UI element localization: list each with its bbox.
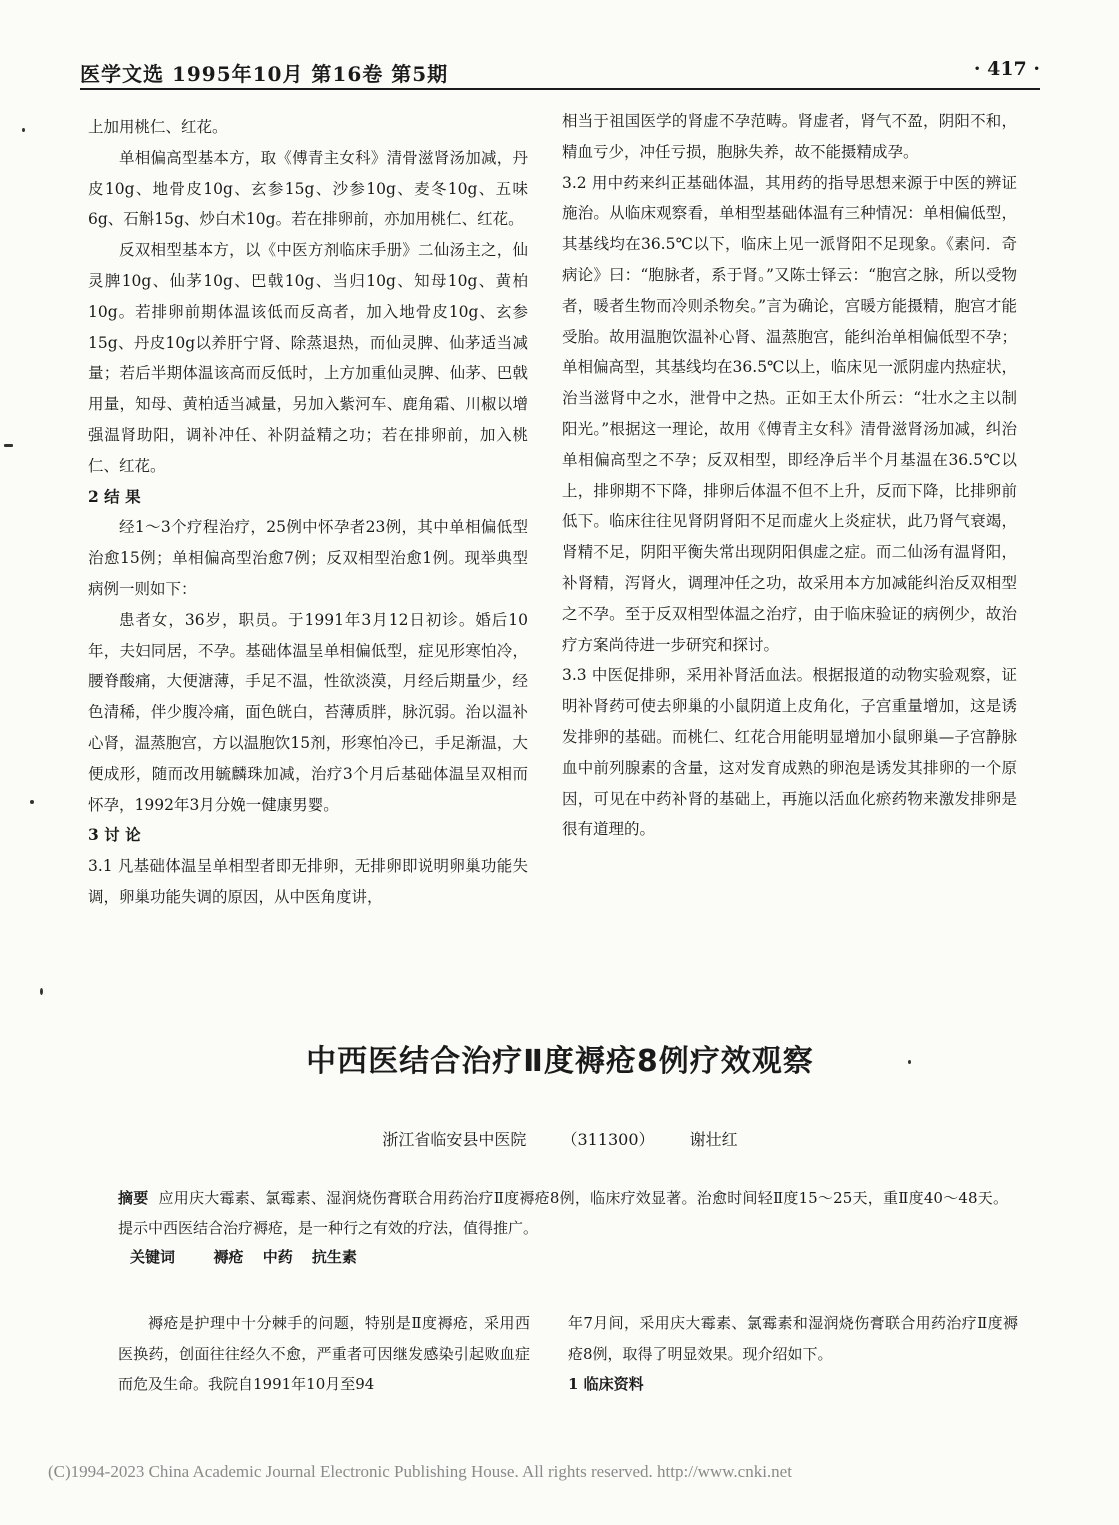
keywords-list: 褥疮 中药 抗生素 — [213, 1248, 357, 1266]
header-rule — [80, 88, 1040, 90]
scan-speck — [40, 988, 43, 995]
article1-left-column — [88, 112, 528, 913]
paragraph: 相当于祖国医学的肾虚不孕范畴。肾虚者，肾气不盈，阴阳不和，精血亏少，冲任亏损，胞脉失养，故不能摄精成孕。 — [562, 112, 1017, 161]
article1-right-column — [562, 106, 1017, 845]
article2-abstract — [118, 1183, 1008, 1243]
paragraph: 3.1 凡基础体温呈单相型者即无排卵，无排卵即说明卵巢功能失调，卵巢功能失调的原因，从中医角度讲， — [88, 857, 528, 906]
section-heading: 2 结 果 — [88, 486, 141, 506]
scan-speck — [4, 444, 13, 447]
scan-speck — [22, 128, 25, 132]
section-heading: 3 讨 论 — [88, 825, 141, 845]
article2-title: 中西医结合治疗Ⅱ度褥疮8例疗效观察 — [306, 1044, 814, 1079]
scan-speck — [30, 800, 34, 804]
abstract-text: 应用庆大霉素、氯霉素、湿润烧伤膏联合用药治疗Ⅱ度褥疮8例，临床疗效显著。治愈时间轻Ⅱ度15～25天，重Ⅱ度40～48天。提示中西医结合治疗褥疮，是一种行之有效的疗法，值得推广。 — [118, 1189, 1008, 1237]
article2-section-heading: 1 临床资料 — [568, 1375, 644, 1393]
keywords-label: 关键词 — [130, 1248, 176, 1266]
paragraph: 3.3 中医促排卵，采用补肾活血法。根据报道的动物实验观察，证明补肾药可使去卵巢的小鼠阴道上皮角化，子宫重量增加，这是诱发排卵的基础。而桃仁、红花合用能明显增加小鼠卵巢—子宫静脉血中前列腺素的含量，这对发育成熟的卵泡是诱发其排卵的一个原因，可见在中药补肾的基础上，再施以活血化瘀药物来激发排卵是很有道理的。 — [562, 666, 1017, 839]
paragraph: 3.2 用中药来纠正基础体温，其用药的指导思想来源于中医的辨证施治。从临床观察看，单相型基础体温有三种情况：单相偏低型，其基线均在36.5℃以下，临床上见一派肾阳不足现象。《素问．奇病论》曰：“胞脉者，系于肾。”又陈士铎云：“胞宫之脉，所以受物者，暖者生物而冷则杀物矣。”言为确论，宫暖方能摄精，胞宫才能受胎。故用温胞饮温补心肾、温蒸胞宫，能纠治单相偏低型不孕；单相偏高型，其基线均在36.5℃以上，临床见一派阴虚内热症状，治当滋肾中之水，泄骨中之热。正如王太仆所云：“壮水之主以制阳光。”根据这一理论，故用《傅青主女科》清骨滋肾汤加减，纠治单相偏高型之不孕；反双相型，即经净后半个月基温在36.5℃以上，排卵期不下降，排卵后体温不但不上升，反而下降，比排卵前低下。临床往往见肾阴肾阳不足而虚火上炎症状，此乃肾气衰竭，肾精不足，阴阳平衡失常出现阴阳俱虚之症。而二仙汤有温肾阳，补肾精，泻肾火，调理冲任之功，故采用本方加减能纠治反双相型之不孕。至于反双相型体温之治疗，由于临床验证的病例少，故治疗方案尚待进一步研究和探讨。 — [562, 173, 1017, 654]
article2-keywords — [130, 1246, 357, 1267]
page-number: · 417 · — [973, 58, 1040, 80]
paragraph: 患者女，36岁，职员。于1991年3月12日初诊。婚后10年，夫妇同居，不孕。基础体温呈单相偏低型，症见形寒怕冷，腰脊酸痛，大便溏薄，手足不温，性欲淡漠，月经后期量少，经色清稀，伴少腹冷痛，面色㿠白，苔薄质胖，脉沉弱。治以温补心肾，温蒸胞宫，方以温胞饮15剂，形寒怕冷已，手足渐温，大便成形，随而改用毓麟珠加减，治疗3个月后基础体温呈双相而怀孕，1992年3月分娩一健康男婴。 — [88, 610, 528, 814]
running-header — [80, 58, 1040, 88]
paragraph: 单相偏高型基本方，取《傅青主女科》清骨滋肾汤加减，丹皮10g、地骨皮10g、玄参15g、沙参10g、麦冬10g、五味6g、石斛15g、炒白术10g。若在排卵前，亦加用桃仁、红花。 — [88, 148, 528, 229]
copyright-footer: (C)1994-2023 China Academic Journal Electronic Publishing House. All rights reserved. http://www.cnki.net — [48, 1462, 792, 1481]
article2-right-column — [568, 1308, 1018, 1400]
article2-body-left: 褥疮是护理中十分棘手的问题，特别是Ⅱ度褥疮，采用西医换药，创面往往经久不愈，严重者可因继发感染引起败血症而危及生命。我院自1991年10月至94 — [118, 1314, 530, 1393]
paragraph: 经1～3个疗程治疗，25例中怀孕者23例，其中单相偏低型治愈15例；单相偏高型治愈7例；反双相型治愈1例。现举典型病例一则如下： — [88, 518, 528, 598]
abstract-label: 摘要 — [118, 1189, 149, 1207]
scan-speck — [908, 1060, 911, 1064]
article2-body-right: 年7月间，采用庆大霉素、氯霉素和湿润烧伤膏联合用药治疗Ⅱ度褥疮8例，取得了明显效果。现介绍如下。 — [568, 1314, 1018, 1363]
article2-left-column — [118, 1308, 530, 1400]
article2-affiliation: 浙江省临安县中医院 （311300） 谢壮红 — [382, 1130, 738, 1149]
journal-issue-info: 医学文选 1995年10月 第16卷 第5期 — [80, 62, 449, 86]
paragraph: 上加用桃仁、红花。 — [88, 118, 228, 136]
paragraph: 反双相型基本方，以《中医方剂临床手册》二仙汤主之，仙灵脾10g、仙茅10g、巴戟10g、当归10g、知母10g、黄柏10g。若排卵前期体温该低而反高者，加入地骨皮10g、玄参15g、丹皮10g以养肝宁肾、除蒸退热，而仙灵脾、仙茅适当减量；若后半期体温该高而反低时，上方加重仙灵脾、仙茅、巴戟用量，知母、黄柏适当减量，另加入紫河车、鹿角霜、川椒以增强温肾助阳，调补冲任、补阴益精之功；若在排卵前，加入桃仁、红花。 — [88, 241, 528, 475]
